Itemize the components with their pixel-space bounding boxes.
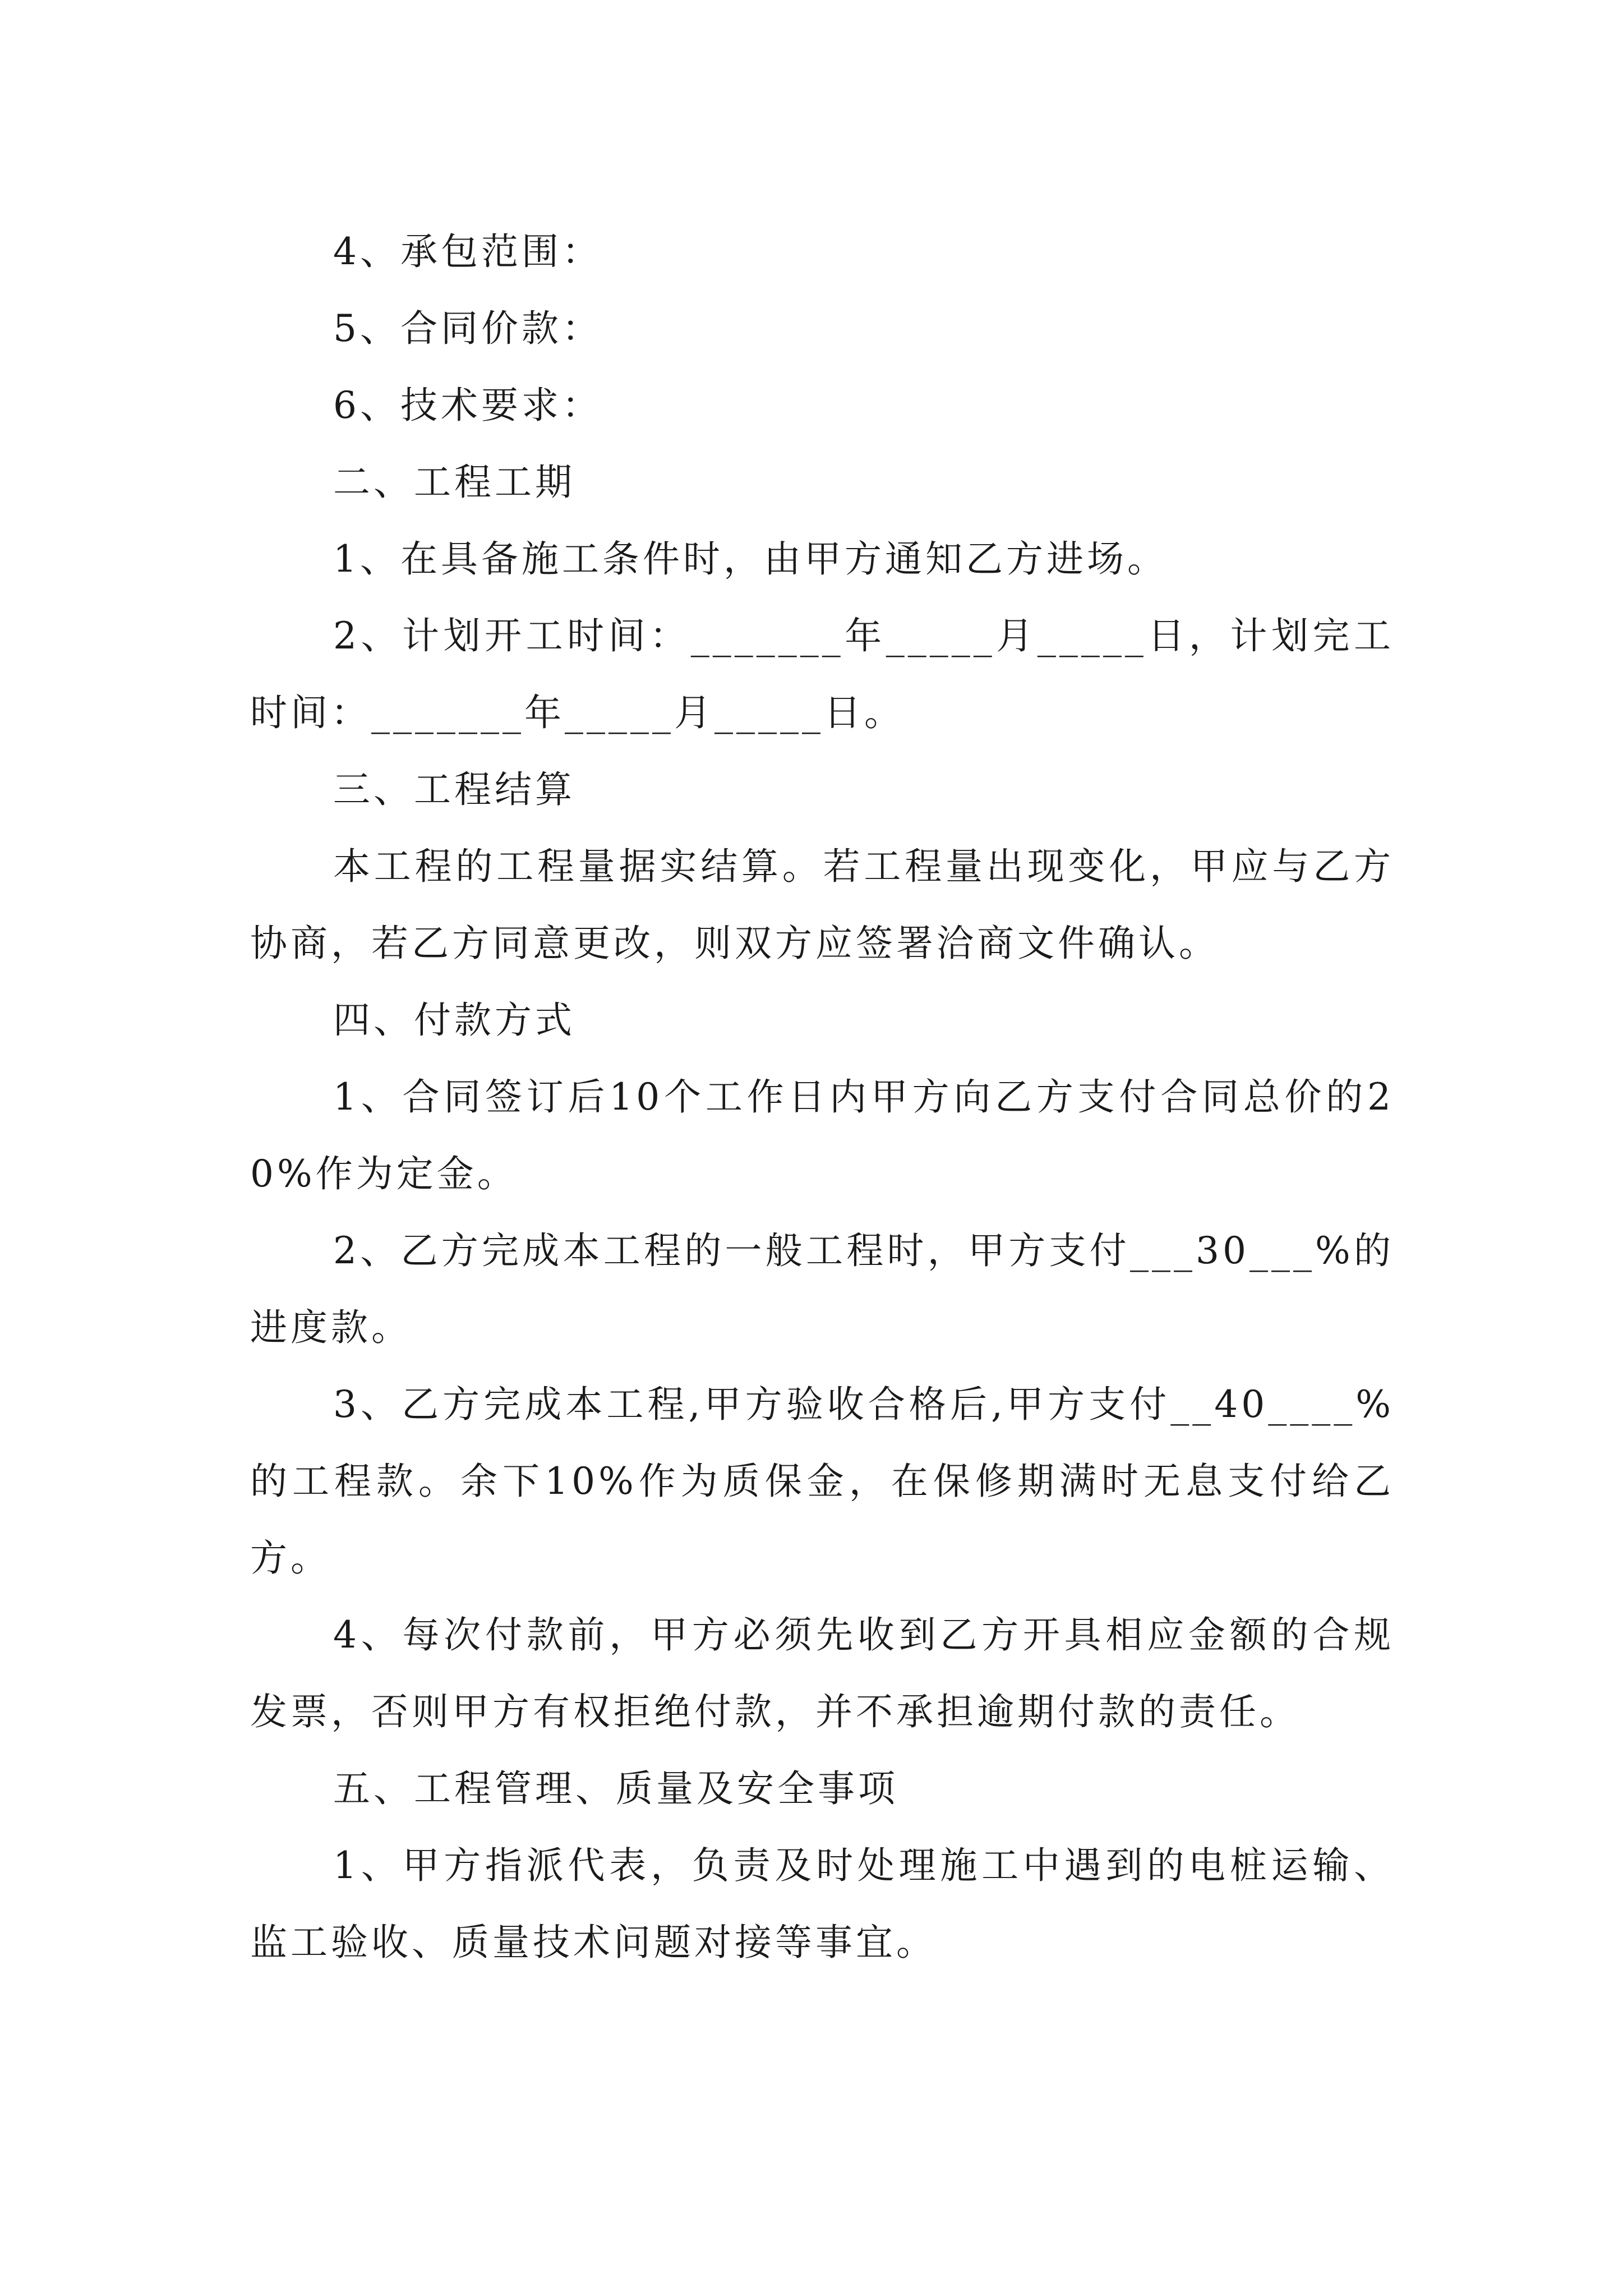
document-body <box>250 213 1394 1981</box>
payment-item-1: 1、合同签订后10个工作日内甲方向乙方支付合同总价的20%作为定金。 <box>250 1075 1394 1195</box>
settlement-text: 本工程的工程量据实结算。若工程量出现变化，甲应与乙方协商，若乙方同意更改，则双方应签署洽商文件确认。 <box>250 845 1394 965</box>
payment-item-4: 4、每次付款前，甲方必须先收到乙方开具相应金额的合规发票，否则甲方有权拒绝付款，并不承担逾期付款的责任。 <box>250 1613 1394 1733</box>
item-technical-requirements: 6、技术要求： <box>333 384 602 427</box>
section-heading-settlement: 三、工程结算 <box>333 768 575 811</box>
management-item-1: 1、甲方指派代表，负责及时处理施工中遇到的电桩运输、监工验收、质量技术问题对接等事宜。 <box>250 1844 1394 1964</box>
section-heading-management: 五、工程管理、质量及安全事项 <box>333 1767 898 1810</box>
item-contract-price: 5、合同价款： <box>333 307 602 350</box>
section-heading-schedule: 二、工程工期 <box>333 461 575 504</box>
payment-item-2: 2、乙方完成本工程的一般工程时，甲方支付___30___%的进度款。 <box>250 1229 1394 1349</box>
item-scope: 4、承包范围： <box>333 230 602 273</box>
schedule-item-1: 1、在具备施工条件时，由甲方通知乙方进场。 <box>333 537 1168 581</box>
section-heading-payment: 四、付款方式 <box>333 999 575 1042</box>
schedule-item-2: 2、计划开工时间：_______年_____月_____日，计划完工时间：_______年_____月_____日。 <box>250 614 1394 734</box>
payment-item-3: 3、乙方完成本工程,甲方验收合格后,甲方支付__40____%的工程款。余下10%作为质保金，在保修期满时无息支付给乙方。 <box>250 1383 1394 1580</box>
